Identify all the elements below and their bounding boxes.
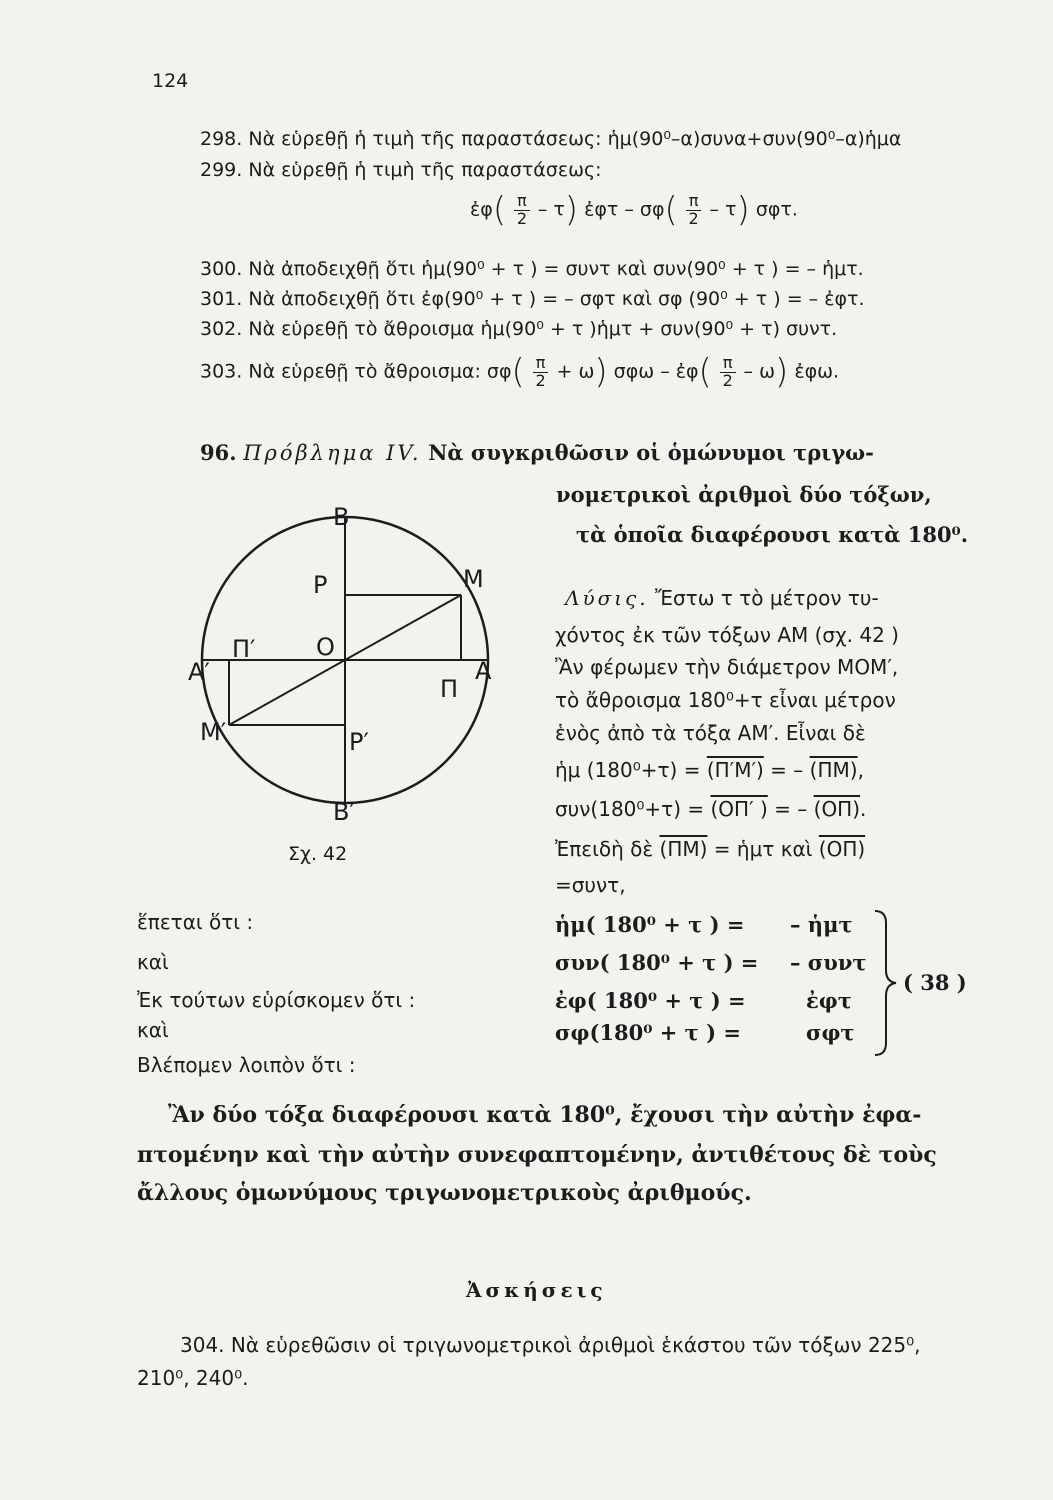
identity-left-text: Ἐκ τούτων εὑρίσκομεν ὅτι : xyxy=(137,988,416,1012)
conclusion-line: ἄλλους ὁμωνύμους τριγωνομετρικοὺς ἀριθμούς. xyxy=(137,1180,752,1206)
solution-line: ἑνὸς ἀπὸ τὰ τόξα ΑΜ′. Εἶναι δὲ xyxy=(555,721,866,745)
identity-lhs: ἐφ( 180⁰ + τ ) = xyxy=(555,988,746,1013)
exercise-299 xyxy=(200,159,602,181)
exercise-304: 304. Νὰ εὑρεθῶσιν οἱ τριγωνομετρικοὶ ἀριθμοὶ ἑκάστου τῶν τόξων 225⁰, xyxy=(180,1333,921,1357)
exercise-text: Νὰ εὑρεθῇ ἡ τιμὴ τῆς παραστάσεως: xyxy=(248,159,602,181)
identity-rhs: – ἡμτ xyxy=(790,912,853,937)
section-label: Πρόβλημα IV. xyxy=(243,441,422,465)
exercise-number: 299. xyxy=(200,159,243,181)
solution-equation: συν(180⁰+τ) = (ΟΠ′ ) = – (ΟΠ). xyxy=(555,797,867,821)
label-M-prime: Μ′ xyxy=(200,718,227,746)
identity-lhs: συν( 180⁰ + τ ) = xyxy=(555,950,759,975)
equation-number: ( 38 ) xyxy=(903,970,967,995)
exercise-text: Νὰ εὑρεθῇ ἡ τιμὴ τῆς παραστάσεως: ἡμ(90⁰–α)συνα+συν(90⁰–α)ἡμα xyxy=(248,128,902,150)
conclusion-line: πτομένην καὶ τὴν αὐτὴν συνεφαπτομένην, ἀντιθέτους δὲ τοὺς xyxy=(137,1142,937,1168)
exercise-number: 298. xyxy=(200,128,243,150)
identity-rhs: – συντ xyxy=(790,950,867,975)
solution-first-line: Λύσις. Ἔστω τ τὸ μέτρον τυ- xyxy=(565,586,879,610)
label-O: Ο xyxy=(316,633,335,661)
label-B-prime: Β′ xyxy=(333,798,355,826)
identity-rhs: σφτ xyxy=(806,1020,855,1045)
label-M: Μ xyxy=(463,565,484,593)
section-title-line: τὰ ὁποῖα διαφέρουσι κατὰ 180⁰. xyxy=(576,522,969,547)
label-P: Ρ xyxy=(313,571,328,599)
fraction-pi-2: $\frac{\pi}{2}$ xyxy=(720,355,736,390)
exercise-298 xyxy=(200,128,901,150)
label-A-prime: Α′ xyxy=(188,658,210,686)
fraction-pi-2: $\frac{\pi}{2}$ xyxy=(514,193,530,228)
identity-left-text: καὶ xyxy=(137,1018,169,1042)
solution-label: Λύσις. xyxy=(565,586,649,610)
solution-line: τὸ ἄθροισμα 180⁰+τ εἶναι μέτρον xyxy=(555,688,896,712)
section-title-line: Νὰ συγκριθῶσιν οἱ ὁμώνυμοι τριγω- xyxy=(428,440,874,465)
solution-line: χόντος ἐκ τῶν τόξων ΑΜ (σχ. 42 ) xyxy=(555,623,899,647)
label-Pi-prime: Π′ xyxy=(232,635,256,663)
identity-left-text: καὶ xyxy=(137,950,169,974)
identity-left-text: ἕπεται ὅτι : xyxy=(137,910,254,934)
conclusion-line: Ἂν δύο τόξα διαφέρουσι κατὰ 180⁰, ἔχουσι τὴν αὐτὴν ἐφα- xyxy=(168,1102,922,1128)
unit-circle-figure xyxy=(180,495,520,875)
solution-equation: =συντ, xyxy=(555,873,626,897)
label-P-prime: Ρ′ xyxy=(349,728,369,756)
label-Pi: Π xyxy=(440,675,459,703)
formula-299: ἐφ( $\frac{\pi}{2}$ – τ) ἐφτ – σφ( $\frac{\pi}{2}$ – τ) σφτ. xyxy=(470,190,798,230)
exercise-304-continued: 210⁰, 240⁰. xyxy=(137,1366,249,1390)
solution-equation: Ἐπειδὴ δὲ (ΠΜ) = ἡμτ καὶ (ΟΠ) xyxy=(555,837,866,861)
identity-rhs: ἐφτ xyxy=(806,988,852,1013)
fraction-pi-2: $\frac{\pi}{2}$ xyxy=(686,193,702,228)
right-brace xyxy=(872,908,898,1058)
exercises-heading: Ἀσκήσεις xyxy=(466,1278,607,1302)
label-A: Α xyxy=(475,657,492,685)
section-number: 96. xyxy=(200,440,237,465)
exercise-300: 300. Νὰ ἀποδειχθῇ ὅτι ἡμ(90⁰ + τ ) = συντ καὶ συν(90⁰ + τ ) = – ἡμτ. xyxy=(200,258,864,280)
identity-lhs: ἡμ( 180⁰ + τ ) = xyxy=(555,912,745,937)
exercise-301: 301. Νὰ ἀποδειχθῇ ὅτι ἐφ(90⁰ + τ ) = – σφτ καὶ σφ (90⁰ + τ ) = – ἐφτ. xyxy=(200,288,865,310)
figure-caption: Σχ. 42 xyxy=(288,843,348,865)
fraction-pi-2: $\frac{\pi}{2}$ xyxy=(533,355,549,390)
exercise-302: 302. Νὰ εὑρεθῇ τὸ ἄθροισμα ἡμ(90⁰ + τ )ἡμτ + συν(90⁰ + τ) συντ. xyxy=(200,318,838,340)
page-number: 124 xyxy=(152,70,189,92)
section-title-line: νομετρικοὶ ἀριθμοὶ δύο τόξων, xyxy=(556,482,932,507)
identity-lhs: σφ(180⁰ + τ ) = xyxy=(555,1020,741,1045)
exercise-303: 303. Νὰ εὑρεθῇ τὸ ἄθροισμα: σφ( $\frac{\pi}{2}$ + ω) σφω – ἐφ( $\frac{\pi}{2}$ – ω) ἐφω. xyxy=(200,352,840,392)
label-B: Β xyxy=(333,503,350,531)
section-heading xyxy=(200,440,874,465)
identity-left-text: Βλέπομεν λοιπὸν ὅτι : xyxy=(137,1053,356,1077)
solution-equation: ἡμ (180⁰+τ) = (Π′Μ′) = – (ΠΜ), xyxy=(555,758,864,782)
solution-line: Ἂν φέρωμεν τὴν διάμετρον ΜΟΜ′, xyxy=(555,655,899,679)
